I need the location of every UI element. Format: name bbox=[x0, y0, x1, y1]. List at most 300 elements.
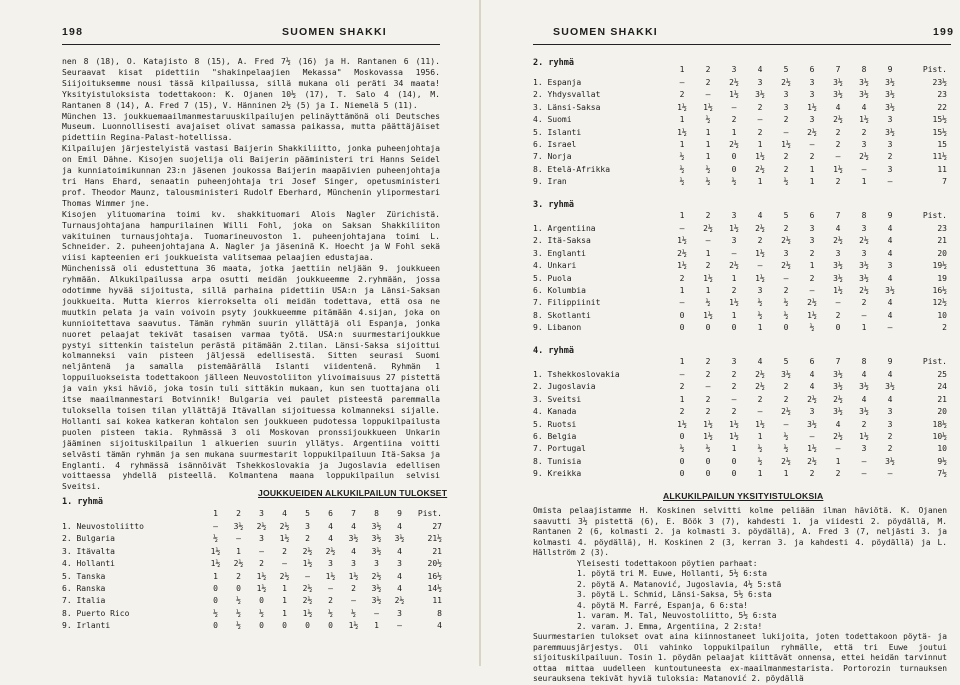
table-header-cell: 7 bbox=[351, 509, 356, 519]
score-cell: 1½ bbox=[755, 419, 765, 429]
score-cell: 2 bbox=[809, 152, 815, 162]
score-cell: ½ bbox=[705, 115, 711, 125]
score-cell: 2 bbox=[705, 394, 711, 404]
table-row bbox=[533, 260, 947, 272]
score-cell: 3 bbox=[887, 140, 893, 150]
score-cell: ½ bbox=[236, 608, 241, 618]
team-name: 4. Hollanti bbox=[62, 559, 115, 569]
table-header-cell: 5 bbox=[783, 65, 789, 75]
table-header-blank bbox=[533, 210, 669, 223]
score-cell: 3 bbox=[328, 559, 333, 569]
table-header-cell: 1 bbox=[679, 357, 685, 367]
score-cell: 4 bbox=[328, 522, 333, 531]
table-row bbox=[533, 322, 947, 334]
score-cell: 1½ bbox=[755, 152, 765, 162]
score-cell: 2 bbox=[705, 407, 711, 417]
score-cell: 2½ bbox=[807, 394, 817, 404]
score-cell: 2½ bbox=[807, 127, 817, 137]
table-header-cell: 5 bbox=[305, 509, 310, 519]
score-cell: — bbox=[757, 261, 763, 271]
team-name: 1. Argentiina bbox=[533, 224, 596, 233]
points-cell: 15 bbox=[937, 140, 947, 150]
table-row bbox=[533, 114, 947, 126]
score-cell: 2½ bbox=[302, 596, 313, 606]
score-cell: 1½ bbox=[833, 286, 843, 296]
score-cell: 4 bbox=[887, 236, 893, 246]
score-cell: 2 bbox=[835, 127, 841, 137]
table-row bbox=[62, 583, 442, 595]
score-cell: 3½ bbox=[859, 78, 869, 87]
score-cell: 3 bbox=[305, 522, 310, 531]
team-name: 4. Suomi bbox=[533, 115, 572, 125]
score-cell: — bbox=[731, 102, 737, 112]
score-cell: 2½ bbox=[781, 261, 791, 271]
table-header-cell: 3 bbox=[731, 211, 737, 221]
table-row bbox=[533, 419, 947, 431]
score-cell: 3½ bbox=[885, 286, 895, 296]
score-cell: 3 bbox=[374, 559, 379, 569]
table-row bbox=[533, 102, 947, 114]
score-cell: 2 bbox=[679, 382, 685, 392]
table-row bbox=[62, 558, 442, 570]
score-cell: 4 bbox=[835, 419, 841, 429]
score-cell: 1½ bbox=[729, 419, 739, 429]
score-cell: ½ bbox=[705, 164, 711, 174]
score-cell: ½ bbox=[757, 298, 763, 308]
points-cell: 18½ bbox=[932, 419, 947, 429]
score-cell: 2½ bbox=[325, 546, 336, 556]
score-cell: 0 bbox=[783, 323, 789, 333]
table-row bbox=[533, 139, 947, 151]
score-cell: 2½ bbox=[833, 236, 843, 246]
score-cell: 3 bbox=[887, 407, 893, 417]
table-header-cell: 8 bbox=[861, 211, 867, 221]
score-cell: 1 bbox=[236, 546, 241, 556]
table-row bbox=[533, 176, 947, 188]
points-cell: 2 bbox=[942, 323, 947, 333]
score-cell: ½ bbox=[679, 164, 685, 174]
score-cell: — bbox=[282, 559, 287, 569]
points-cell: 9½ bbox=[937, 456, 947, 466]
score-cell: ½ bbox=[757, 444, 763, 454]
score-cell: 3½ bbox=[885, 127, 895, 137]
score-cell: ½ bbox=[705, 177, 711, 187]
list-item: 2. varam. J. Emma, Argentiina, 2 2:sta! bbox=[577, 621, 763, 631]
table-header-cell: 2 bbox=[236, 509, 241, 519]
score-cell: 1½ bbox=[833, 164, 843, 174]
score-cell: — bbox=[351, 596, 356, 606]
table-row bbox=[533, 223, 947, 235]
score-cell: 3½ bbox=[859, 382, 869, 392]
score-cell: 3 bbox=[861, 444, 867, 454]
right-body-text bbox=[533, 506, 947, 685]
score-cell: 0 bbox=[731, 152, 737, 162]
score-cell: ½ bbox=[783, 310, 789, 320]
score-cell: 1 bbox=[809, 261, 815, 271]
score-cell: — bbox=[705, 382, 711, 392]
score-cell: 4 bbox=[351, 522, 356, 531]
paragraph: Kisojen ylituomarina toimi kv. shakkituomari Alois Nagler Zürichistä. Turnausjohtajana hampurilainen Willi Fohl, joka on Saksan Shakkiliiton vakituinen turnausjohtaja. Tuomarineuvoston 1. puheenjohtajana toimi L. Schneider. 2. puheenjohtajana A. Nagler ja jäseninä K. Hoecht ja W Fohl sekä viisi kapteenien eri joukkueista valitsemaa pelaajien edustajaa. bbox=[62, 208, 440, 263]
score-cell: 2 bbox=[679, 407, 685, 417]
points-cell: 10 bbox=[937, 310, 947, 320]
table-row bbox=[533, 164, 947, 176]
page-number-left: 198 bbox=[62, 26, 84, 38]
list-item: 2. pöytä A. Matanović, Jugoslavia, 4½ 5:stä bbox=[577, 579, 782, 589]
table-header-cell: 2 bbox=[705, 65, 711, 75]
score-cell: ½ bbox=[259, 608, 264, 618]
score-cell: 2 bbox=[679, 90, 685, 100]
score-cell: 3 bbox=[809, 236, 815, 246]
table-row bbox=[533, 89, 947, 101]
table-row bbox=[533, 406, 947, 418]
score-cell: 0 bbox=[705, 469, 711, 479]
points-cell: 23 bbox=[937, 224, 947, 233]
score-cell: 2 bbox=[305, 534, 310, 544]
points-cell: 4 bbox=[437, 621, 442, 631]
points-cell: 19 bbox=[937, 273, 947, 283]
score-cell: — bbox=[783, 273, 789, 283]
score-cell: 3½ bbox=[833, 273, 843, 283]
table-row bbox=[62, 533, 442, 545]
score-cell: 2½ bbox=[233, 559, 244, 569]
score-cell: 3 bbox=[397, 608, 402, 618]
score-cell: 2 bbox=[259, 559, 264, 569]
score-cell: 4 bbox=[397, 571, 402, 581]
group3-title: 3. ryhmä bbox=[533, 200, 574, 210]
score-cell: 3 bbox=[861, 140, 867, 150]
table-header-cell: 6 bbox=[809, 65, 815, 75]
score-cell: 3½ bbox=[885, 382, 895, 392]
table-row bbox=[533, 77, 947, 89]
table-header-cell: 4 bbox=[282, 509, 287, 519]
score-cell: 2½ bbox=[256, 522, 267, 531]
score-cell: — bbox=[861, 164, 867, 174]
team-name: 9. Irlanti bbox=[62, 621, 111, 631]
paragraph: Yleisesti todettakoon pöytien parhaat: bbox=[577, 558, 758, 568]
score-cell: — bbox=[783, 127, 789, 137]
score-cell: — bbox=[397, 621, 402, 631]
table-row bbox=[533, 285, 947, 297]
group2-title: 2. ryhmä bbox=[533, 58, 574, 68]
score-cell: ½ bbox=[679, 177, 685, 187]
score-cell: 0 bbox=[679, 469, 685, 479]
score-cell: ½ bbox=[783, 298, 789, 308]
score-cell: 1 bbox=[757, 140, 763, 150]
table-header-cell: 4 bbox=[757, 211, 763, 221]
score-cell: 2 bbox=[705, 261, 711, 271]
score-cell: 1 bbox=[705, 127, 711, 137]
score-cell: 1 bbox=[861, 323, 867, 333]
score-cell: 2½ bbox=[729, 140, 739, 150]
points-cell: 20½ bbox=[427, 559, 442, 569]
score-cell: 1 bbox=[731, 310, 737, 320]
score-cell: 1 bbox=[282, 584, 287, 594]
score-cell: 4 bbox=[887, 310, 893, 320]
score-cell: 2 bbox=[731, 370, 737, 379]
paragraph: nen 8 (18), O. Katajisto 8 (15), A. Fred 7½ (16) ja H. Rantanen 6 (11). Seuraavat kisat pidettiin "shakinpelaajien Mekassa" Moskovassa 1956. Siijoituksemme nousi tässä kilpailussa, sillä mukana oli peräti 34 maata! Yksityistuloksista todettakoon: K. Ojanen 10½ (17), T. Salo 4 (14), M. Rantanen 8 (14), A. Fred 7 (15), V. Hänninen 2½ (5) ja I. Niemelä 5 (11). bbox=[62, 56, 440, 110]
right-page bbox=[481, 0, 960, 683]
score-cell: 4 bbox=[809, 370, 815, 379]
score-cell: 0 bbox=[731, 323, 737, 333]
table-header-cell: 5 bbox=[783, 357, 789, 367]
score-cell: 1½ bbox=[781, 140, 791, 150]
score-cell: 2 bbox=[887, 152, 893, 162]
score-cell: 1½ bbox=[677, 261, 687, 271]
points-cell: 11 bbox=[432, 596, 442, 606]
score-cell: — bbox=[679, 78, 685, 87]
table-header-cell: 5 bbox=[783, 211, 789, 221]
points-cell: 11½ bbox=[932, 152, 947, 162]
score-cell: 0 bbox=[259, 621, 264, 631]
score-cell: 4 bbox=[835, 224, 841, 233]
score-cell: 4 bbox=[351, 546, 356, 556]
score-cell: — bbox=[809, 432, 815, 442]
table-row bbox=[62, 546, 442, 558]
team-name: 5. Tanska bbox=[62, 571, 106, 581]
team-name: 3. Englanti bbox=[533, 248, 586, 258]
score-cell: 1 bbox=[679, 286, 685, 296]
points-cell: 8 bbox=[437, 608, 442, 618]
score-cell: 3½ bbox=[885, 78, 895, 87]
score-cell: 2½ bbox=[302, 584, 313, 594]
score-cell: ½ bbox=[757, 456, 763, 466]
score-cell: 3½ bbox=[859, 261, 869, 271]
score-cell: 1 bbox=[705, 248, 711, 258]
score-cell: — bbox=[757, 407, 763, 417]
header-rule-left bbox=[62, 44, 440, 45]
score-cell: 3½ bbox=[833, 78, 843, 87]
table-header-blank bbox=[62, 508, 204, 521]
score-cell: 2 bbox=[731, 286, 737, 296]
score-cell: 3 bbox=[809, 407, 815, 417]
score-cell: 0 bbox=[731, 456, 737, 466]
score-cell: 2½ bbox=[781, 78, 791, 87]
points-cell: 16½ bbox=[932, 286, 947, 296]
score-cell: 2½ bbox=[833, 394, 843, 404]
score-cell: 2 bbox=[861, 127, 867, 137]
score-cell: — bbox=[835, 298, 841, 308]
score-cell: 2½ bbox=[859, 236, 869, 246]
score-cell: 1½ bbox=[807, 444, 817, 454]
table-header-cell: 9 bbox=[887, 211, 893, 221]
table-header-cell: 9 bbox=[887, 65, 893, 75]
score-cell: 1½ bbox=[256, 584, 267, 594]
score-cell: 1½ bbox=[703, 432, 713, 442]
score-cell: 3 bbox=[351, 559, 356, 569]
team-name: 3. Länsi-Saksa bbox=[533, 102, 601, 112]
score-cell: 2 bbox=[757, 102, 763, 112]
table-header-cell: 7 bbox=[835, 357, 841, 367]
table-header-cell: 7 bbox=[835, 211, 841, 221]
score-cell: 3½ bbox=[885, 102, 895, 112]
score-cell: 2½ bbox=[371, 571, 382, 581]
score-cell: — bbox=[861, 456, 867, 466]
table-header-blank bbox=[533, 64, 669, 77]
table-header-cell: Pist. bbox=[417, 509, 442, 519]
team-name: 2. Itä-Saksa bbox=[533, 236, 591, 246]
score-cell: 2 bbox=[887, 444, 893, 454]
group4-table bbox=[533, 356, 947, 481]
table-row bbox=[533, 127, 947, 139]
score-cell: 3 bbox=[887, 115, 893, 125]
score-cell: ½ bbox=[705, 444, 711, 454]
team-name: 8. Tunisia bbox=[533, 456, 582, 466]
score-cell: 2 bbox=[282, 546, 287, 556]
score-cell: 3 bbox=[809, 224, 815, 233]
team-name: 7. Filippiinit bbox=[533, 298, 601, 308]
team-name: 3. Sveitsi bbox=[533, 394, 582, 404]
team-name: 8. Skotlanti bbox=[533, 310, 591, 320]
score-cell: — bbox=[861, 469, 867, 479]
score-cell: 3 bbox=[783, 102, 789, 112]
score-cell: 2 bbox=[679, 273, 685, 283]
score-cell: 1 bbox=[861, 177, 867, 187]
score-cell: — bbox=[679, 224, 685, 233]
score-cell: — bbox=[861, 310, 867, 320]
score-cell: — bbox=[236, 534, 241, 544]
score-cell: 0 bbox=[213, 584, 218, 594]
score-cell: — bbox=[757, 115, 763, 125]
points-cell: 23½ bbox=[932, 78, 947, 87]
score-cell: 2 bbox=[783, 164, 789, 174]
score-cell: — bbox=[305, 571, 310, 581]
score-cell: 1 bbox=[731, 127, 737, 137]
score-cell: 1½ bbox=[729, 224, 739, 233]
score-cell: 0 bbox=[679, 432, 685, 442]
score-cell: 3 bbox=[731, 236, 737, 246]
score-cell: — bbox=[213, 522, 218, 531]
score-cell: 1½ bbox=[859, 115, 869, 125]
score-cell: 1½ bbox=[279, 534, 290, 544]
score-cell: 4 bbox=[887, 298, 893, 308]
score-cell: 3 bbox=[887, 419, 893, 429]
score-cell: ½ bbox=[731, 177, 737, 187]
team-name: 1. Neuvostoliitto bbox=[62, 522, 144, 531]
score-cell: 4 bbox=[887, 224, 893, 233]
team-name: 7. Norja bbox=[533, 152, 572, 162]
score-cell: 1½ bbox=[325, 571, 336, 581]
score-cell: — bbox=[374, 608, 379, 618]
table-header-cell: Pist. bbox=[922, 211, 947, 221]
score-cell: 2 bbox=[783, 286, 789, 296]
score-cell: 2½ bbox=[279, 522, 290, 531]
score-cell: 2½ bbox=[781, 236, 791, 246]
score-cell: 2½ bbox=[729, 78, 739, 87]
score-cell: 4 bbox=[887, 394, 893, 404]
score-cell: 2 bbox=[783, 152, 789, 162]
score-cell: 4 bbox=[861, 370, 867, 379]
points-cell: 19½ bbox=[932, 261, 947, 271]
score-cell: ½ bbox=[783, 444, 789, 454]
team-name: 8. Puerto Rico bbox=[62, 608, 130, 618]
table-row bbox=[533, 248, 947, 260]
group3-table bbox=[533, 210, 947, 335]
score-cell: 1 bbox=[783, 469, 789, 479]
left-page bbox=[0, 0, 480, 666]
score-cell: 4 bbox=[397, 546, 402, 556]
score-cell: 1 bbox=[213, 571, 218, 581]
score-cell: 1 bbox=[809, 164, 815, 174]
table-row bbox=[533, 394, 947, 406]
score-cell: 2 bbox=[731, 407, 737, 417]
score-cell: — bbox=[809, 140, 815, 150]
points-cell: 15½ bbox=[932, 115, 947, 125]
score-cell: 2½ bbox=[755, 164, 765, 174]
score-cell: 2 bbox=[809, 469, 815, 479]
team-name: 2. Yhdysvallat bbox=[533, 90, 601, 100]
score-cell: 0 bbox=[213, 596, 218, 606]
score-cell: ½ bbox=[328, 608, 333, 618]
score-cell: 1½ bbox=[755, 273, 765, 283]
score-cell: 1 bbox=[679, 140, 685, 150]
score-cell: 1 bbox=[282, 608, 287, 618]
score-cell: 3½ bbox=[885, 90, 895, 100]
table-header-cell: 6 bbox=[809, 211, 815, 221]
paragraph: Münchenissä oli edustettuna 36 maata, jotka jaettiin neljään 9. joukkueen ryhmään. Alkukilpailussa arpa osutti meidän joukkueemme 2.ryhmään, jossa odotimme hyvää sijoitusta, sillä parhaina pidettiin USA:n ja Länsi-Saksan joukkueita. Mutta kierros kierrokselta oli meidän todettava, että osa ne muutkin pelata ja vain voivoin psyty joukkueemme pitämään 4.sijan, joka on kunnioitettava saavutus. Tämän ryhmän suurin yllättäjä oli Espanja, jonka nuoret pelaajat tekivät tasaisen varmaa työtä. USA:n suurmestarijoukkue pystyi sittenkin taistelun perästä pitämään 2.tilan. Länsi-Saksa sijoittui kolmanneksi vain pisteen jäljessä edellisestä. Sitten seurasi Suomi neljäntenä ja samalla pistemäärällä Islanti viidentenä. Ryhmän 1 loppuiluokseista todettakoon jälleen Neuvostoliiton ylivoimaisuus 27 pistettä ja vain yksi häviö, joka tosin tuli sittäkin mukaan, kun sen tuottajana oli itse maailmanmestari Botvinnik! Bulgaria vei paulet pisteestä paremmalla tuloksella toisen tilan yllättäjä Itävallan sijoituessa kolmanneksi sijalle. Hollanti sai kokea katkeran kohtalon sen joukkueen pudotessa loppukilpailusta puolen pisteen takia. Ryhmässä 3 oli Moskovan pronssijoukkueen Unkarin jääminen sijoituskilpailun 1 alkuerien suurin yllätys. Argentiina voitti selvästi tämän ryhmän ja sen mukana suurmestarit loppukilpailuun Itä-Saksa ja Englanti. 4 ryhmässä isännöivät Tshekkoslovakia ja Jugoslavia edellisen voittaessa yhdellä pisteellä. Kolmantena maana loppukilpailun selvisi Sveitsi. bbox=[62, 263, 440, 492]
score-cell: 2½ bbox=[394, 596, 405, 606]
score-cell: 4 bbox=[328, 534, 333, 544]
score-cell: 2½ bbox=[729, 261, 739, 271]
score-cell: 2½ bbox=[859, 286, 869, 296]
score-cell: 1 bbox=[705, 152, 711, 162]
table-row bbox=[62, 571, 442, 583]
running-title-right: SUOMEN SHAKKI bbox=[553, 26, 658, 38]
table-header-cell: 1 bbox=[679, 65, 685, 75]
paragraph: Omista pelaajistamme H. Koskinen selvitti kolme peliään ilman häviötä. K. Ojanen saavutti 3½ pistettä (6), E. Böök 3 (7), kahdesti 1. ja viidesti 2. pöydällä, M. Rantanen 2 (6, kolmasti 2. ja kolmasti 3. pöydällä), A. Fred 3 (7, neljästi 3. ja kolmasti 4. pöydällä), H. Koskinen 2 (3, kerran 3. ja kahdesti 4. pöydällä) ja L. Hällström 2 (3). bbox=[533, 506, 947, 557]
table-row bbox=[62, 608, 442, 620]
score-cell: 0 bbox=[705, 323, 711, 333]
score-cell: 0 bbox=[731, 469, 737, 479]
table-header-cell: 2 bbox=[705, 211, 711, 221]
score-cell: 4 bbox=[835, 102, 841, 112]
table-header-cell: 8 bbox=[374, 509, 379, 519]
score-cell: ½ bbox=[783, 177, 789, 187]
score-cell: — bbox=[259, 546, 264, 556]
score-cell: 1½ bbox=[703, 273, 713, 283]
score-cell: 1½ bbox=[348, 621, 359, 631]
score-cell: 3 bbox=[887, 261, 893, 271]
score-cell: 0 bbox=[236, 584, 241, 594]
score-cell: — bbox=[679, 298, 685, 308]
score-cell: 3½ bbox=[781, 370, 791, 379]
score-cell: 3½ bbox=[885, 456, 895, 466]
score-cell: 3½ bbox=[833, 370, 843, 379]
score-cell: 1½ bbox=[703, 102, 713, 112]
score-cell: 3½ bbox=[755, 90, 765, 100]
score-cell: 3½ bbox=[859, 90, 869, 100]
score-cell: 1½ bbox=[703, 310, 713, 320]
score-cell: ½ bbox=[757, 310, 763, 320]
table-row bbox=[62, 595, 442, 607]
points-cell: 25 bbox=[937, 370, 947, 379]
score-cell: 3½ bbox=[371, 534, 382, 544]
points-cell: 27 bbox=[432, 522, 442, 531]
score-cell: 0 bbox=[282, 621, 287, 631]
score-cell: — bbox=[731, 394, 737, 404]
points-cell: 21 bbox=[937, 236, 947, 246]
score-cell: 3½ bbox=[371, 596, 382, 606]
table-header-row bbox=[533, 210, 947, 223]
score-cell: 3½ bbox=[394, 534, 405, 544]
score-cell: 1 bbox=[282, 596, 287, 606]
table-header-cell: 2 bbox=[705, 357, 711, 367]
score-cell: 0 bbox=[731, 164, 737, 174]
score-cell: 1 bbox=[731, 444, 737, 454]
table-row bbox=[533, 273, 947, 285]
score-cell: 2 bbox=[731, 115, 737, 125]
score-cell: ½ bbox=[213, 608, 218, 618]
score-cell: 0 bbox=[679, 323, 685, 333]
